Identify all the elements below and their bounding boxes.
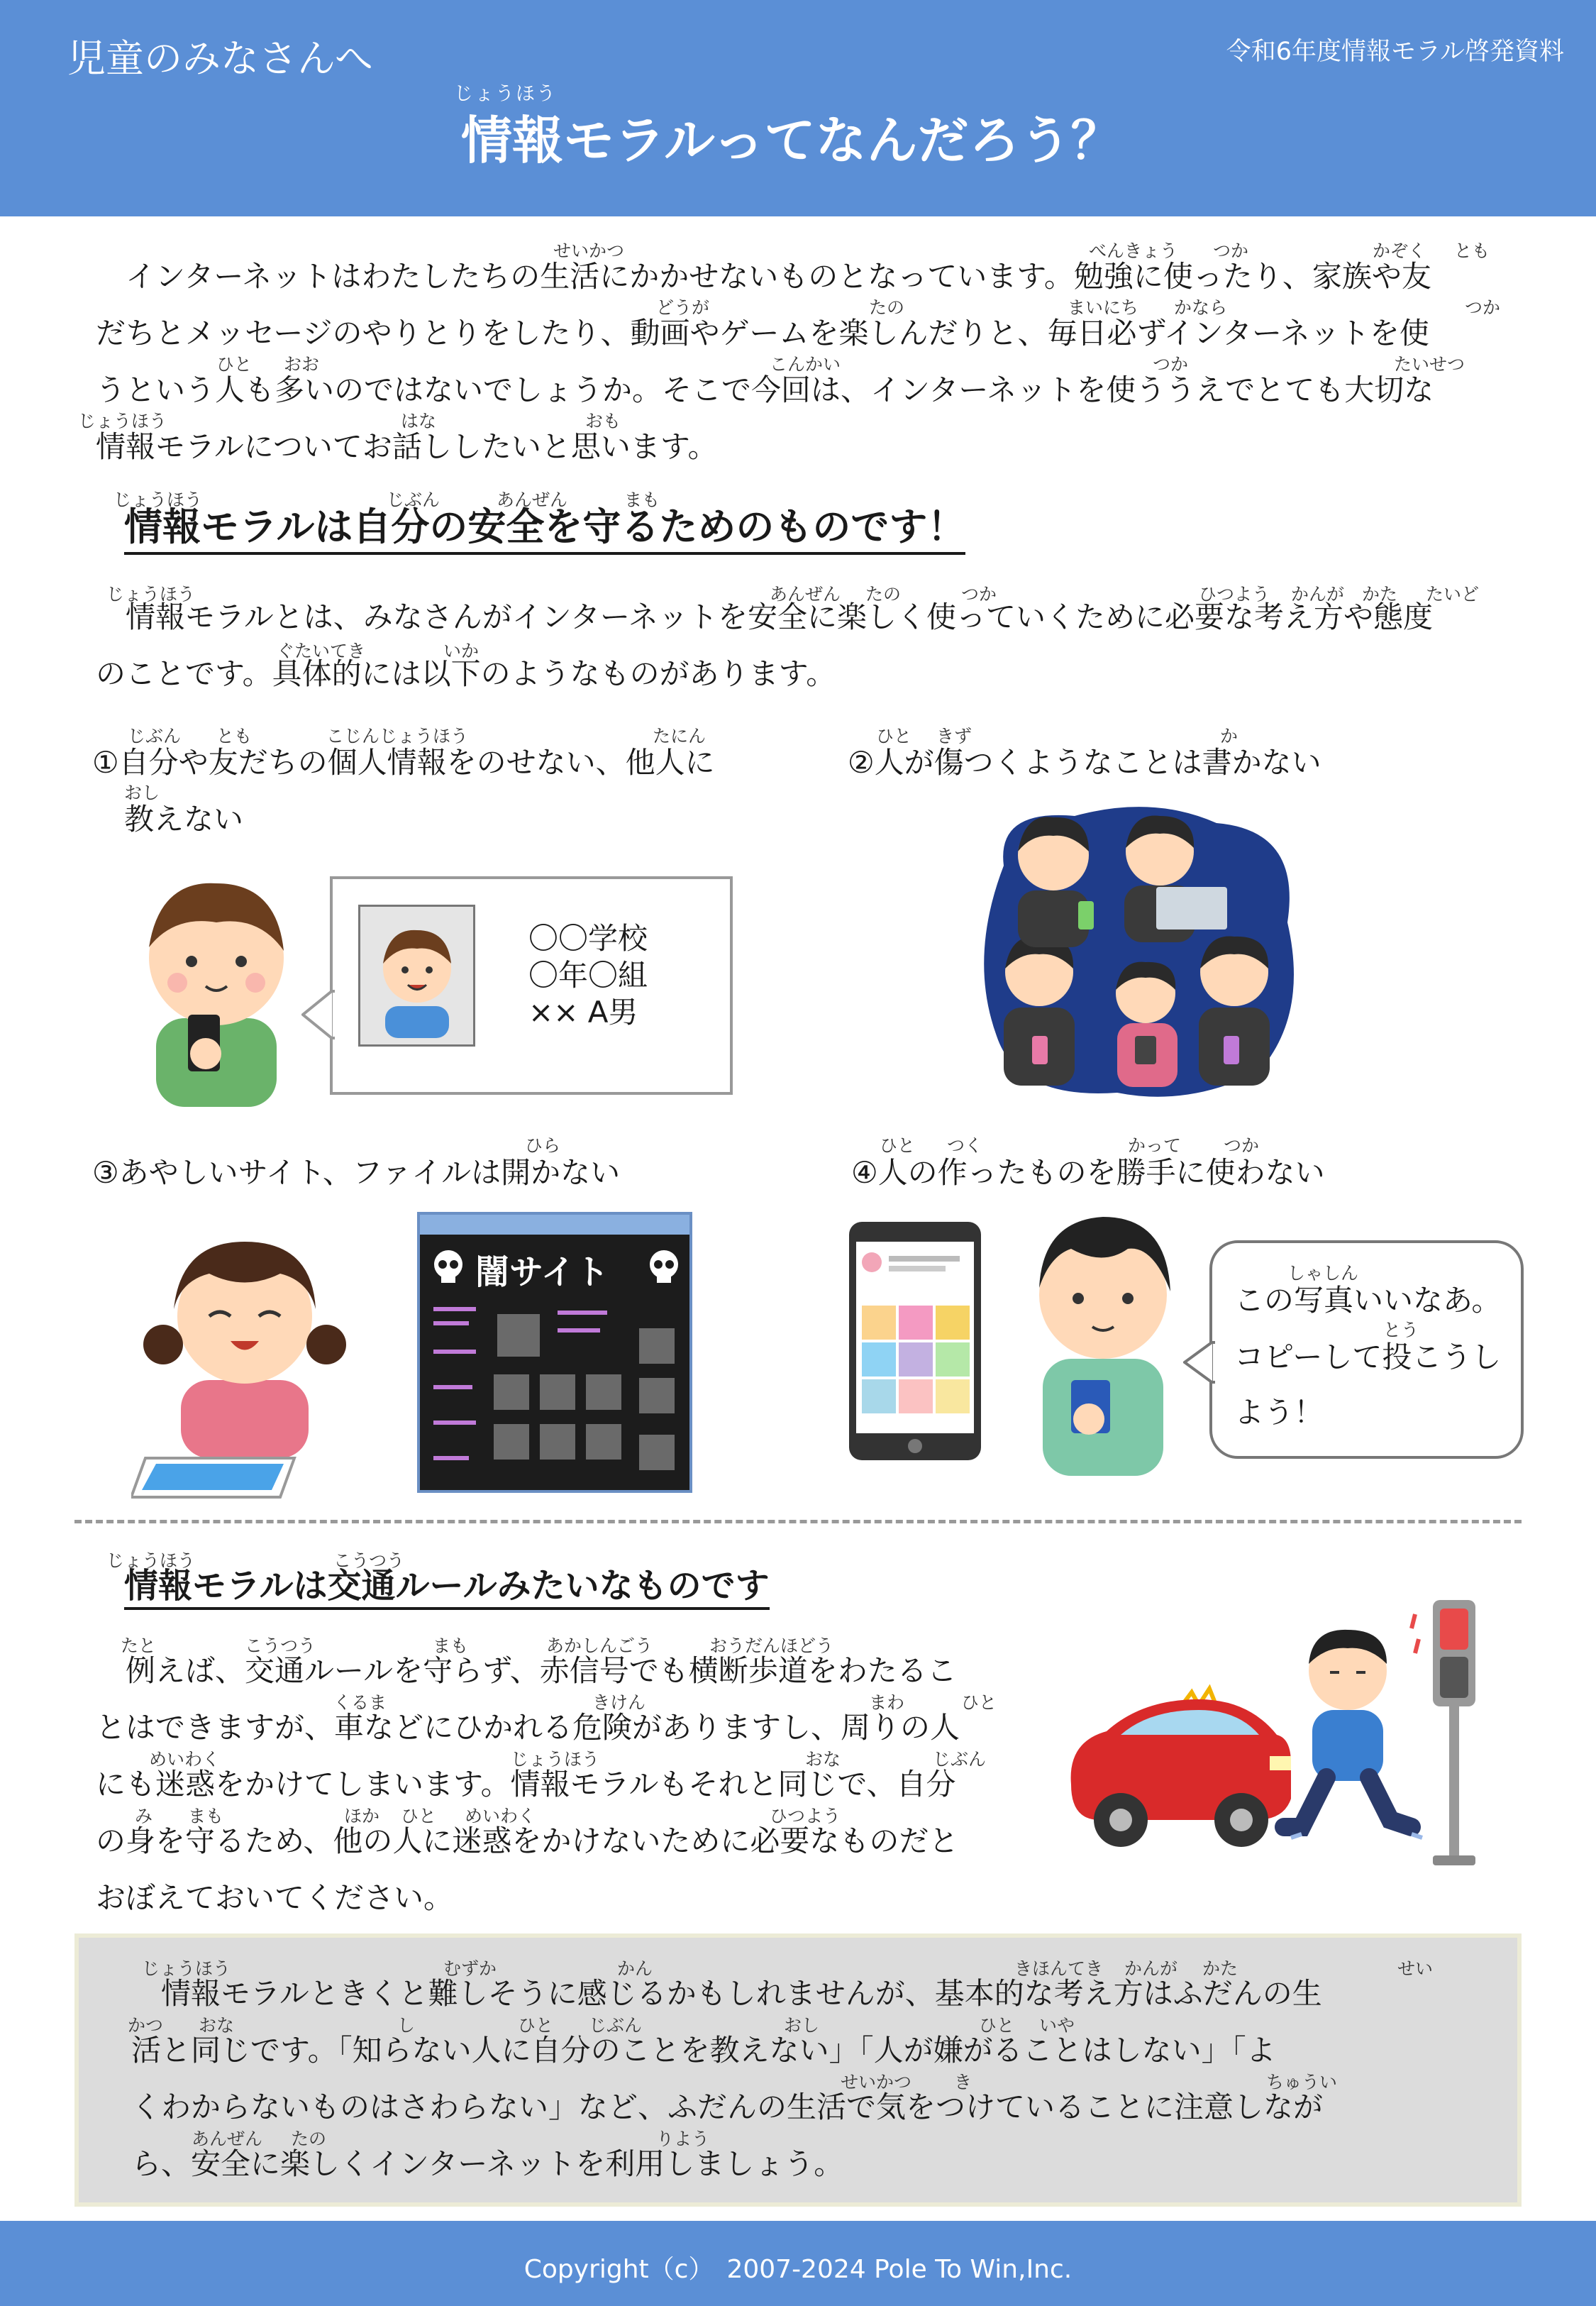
ruby-text: おも	[585, 411, 621, 431]
intro-line: 情報モラルについてお話ししたいと思います。	[96, 429, 718, 464]
ruby-text: こうつう	[333, 1550, 405, 1571]
boy-with-phone-illustration	[131, 873, 301, 1107]
audience-label: 児童のみなさんへ	[67, 36, 373, 81]
ruby-text: はな	[401, 411, 437, 431]
ruby-text: じぶん	[387, 490, 440, 510]
ruby-text: めいわく	[465, 1806, 536, 1826]
ruby-text: ひら	[525, 1135, 561, 1156]
ruby-text: じぶん	[933, 1749, 987, 1770]
ruby-text: べんきょう	[1089, 241, 1178, 261]
ruby-text: ちゅうい	[1266, 2072, 1338, 2092]
ruby-text: とも	[216, 726, 253, 746]
ruby-text: かなら	[1174, 297, 1228, 318]
ruby-text: おし	[124, 783, 160, 803]
ruby-text: いや	[1039, 2015, 1075, 2036]
photo-person-icon	[371, 917, 463, 1038]
skull-icon	[430, 1249, 467, 1286]
ruby-text: たと	[121, 1635, 157, 1656]
ruby-text: あんぜん	[497, 490, 568, 510]
ruby-text: じょうほう	[106, 1550, 196, 1571]
section-divider	[74, 1520, 1522, 1523]
ruby-text: こんかい	[770, 354, 841, 375]
ruby-text: かつ	[128, 2015, 164, 2036]
ruby-text: じぶん	[128, 726, 182, 746]
girl-with-tablet-illustration	[131, 1224, 358, 1501]
section-heading-traffic: 情報モラルは交通ルールみたいなものです	[124, 1565, 770, 1610]
ruby-text: たいせつ	[1394, 354, 1465, 375]
ruby-text: めいわく	[149, 1749, 221, 1770]
ruby-text: いか	[443, 641, 480, 661]
ruby-text: おな	[805, 1749, 841, 1770]
ruby-text: おな	[199, 2015, 235, 2036]
intro-line: インターネットはわたしたちの生活にかかせないものとなっています。勉強に使ったり、家族や友	[96, 259, 1431, 294]
boy-with-phone-illustration	[1021, 1206, 1185, 1476]
ruby-text: とも	[1454, 241, 1490, 261]
ruby-text: かぞく	[1373, 241, 1426, 261]
ruby-text: たの	[291, 2129, 327, 2149]
item-3-text: ③あやしいサイト、ファイルは開かない	[92, 1155, 621, 1190]
item-1-text-cont: 教えない	[124, 802, 244, 837]
page-title: 情報モラルってなんだろう？	[461, 111, 1122, 170]
ruby-text: りよう	[656, 2129, 710, 2149]
ruby-text: ひと	[518, 2015, 554, 2036]
ruby-text: ひと	[961, 1692, 997, 1713]
section2-line: 例えば、交通ルールを守らず、赤信号でも横断歩道をわたるこ	[96, 1653, 957, 1688]
ruby-text: おし	[784, 2015, 820, 2036]
ruby-text: じょうほう	[78, 411, 167, 431]
ruby-text: つか	[1465, 297, 1501, 318]
summary-line: 活と同じです。「知らない人に自分のことを教えない」「人が嫌がることはしない」「よ	[131, 2033, 1276, 2068]
section1-line: 情報モラルとは、みなさんがインターネットを安全に楽しく使っていくために必要な考え方や態度	[96, 600, 1433, 634]
ruby-text: まわ	[869, 1692, 905, 1713]
car-and-pedestrian-illustration	[1057, 1593, 1483, 1884]
profile-school: 〇〇学校	[528, 921, 648, 956]
dark-site-content	[430, 1300, 682, 1484]
ruby-text: せいかつ	[553, 241, 625, 261]
ruby-text: きけん	[592, 1692, 646, 1713]
summary-line: ら、安全に楽しくインターネットを利用しましょう。	[131, 2146, 844, 2181]
ruby-text: つか	[1213, 241, 1249, 261]
ruby-text: まも	[188, 1806, 224, 1826]
title-ruby: じょうほう	[454, 83, 557, 105]
ruby-text: つか	[1153, 354, 1189, 375]
ruby-text: たにん	[653, 726, 706, 746]
ruby-text: じょうほう	[113, 490, 203, 510]
ruby-text: ひと	[216, 354, 253, 375]
ruby-text: き	[954, 2072, 972, 2092]
ruby-text: こうつう	[245, 1635, 316, 1656]
ruby-text: おうだんほどう	[709, 1635, 834, 1656]
intro-line: うという人も多いのではないでしょうか。そこで今回は、インターネットを使ううえでとても大切な	[96, 373, 1434, 407]
ruby-text: ひつよう	[1199, 584, 1270, 605]
browser-bar	[420, 1215, 689, 1235]
ruby-text: ぐたいてき	[277, 641, 366, 661]
copyright-text: Copyright（c） 2007-2024 Pole To Win,Inc.	[523, 2255, 1073, 2284]
ruby-text: ほか	[344, 1806, 380, 1826]
ruby-text: きほんてき	[1014, 1958, 1104, 1979]
ruby-text: つく	[947, 1135, 983, 1156]
profile-photo	[358, 905, 475, 1047]
section1-line: のことです。具体的には以下のようなものがあります。	[96, 656, 836, 691]
angry-kids-illustration	[975, 802, 1309, 1100]
ruby-text: たいど	[1426, 584, 1480, 605]
ruby-text: あんぜん	[192, 2129, 263, 2149]
speech-pointer	[301, 990, 336, 1039]
document-label: 令和6年度情報モラル啓発資料	[1226, 38, 1564, 66]
ruby-text: み	[135, 1806, 153, 1826]
ruby-text: つか	[1224, 1135, 1260, 1156]
profile-name: ×× A男	[528, 995, 638, 1030]
ruby-text: むずか	[443, 1958, 497, 1979]
ruby-text: こじんじょうほう	[326, 726, 469, 746]
ruby-text: きず	[936, 726, 972, 746]
item-2-text: ②人が傷つくようなことは書かない	[848, 745, 1321, 780]
ruby-text: か	[1220, 726, 1238, 746]
ruby-text: くるま	[333, 1692, 387, 1713]
ruby-text: かんが	[1291, 584, 1345, 605]
summary-line: くわからないものはさわらない」など、ふだんの生活で気をつけていることに注意しなが	[131, 2090, 1324, 2124]
ruby-text: かん	[617, 1958, 653, 1979]
smartphone-illustration	[848, 1220, 982, 1462]
bubble-line-1: この写真いいなあ。	[1234, 1283, 1502, 1318]
ruby-text: まいにち	[1068, 297, 1139, 318]
ruby-text: どうが	[656, 297, 710, 318]
ruby-text: じょうほう	[142, 1958, 231, 1979]
ruby-text: あかしんごう	[546, 1635, 653, 1656]
ruby-text: せいかつ	[841, 2072, 912, 2092]
ruby-text: ひと	[401, 1806, 437, 1826]
dark-site-window	[417, 1212, 692, 1493]
ruby-text: とう	[1383, 1320, 1419, 1340]
section-heading-safety: 情報モラルは自分の安全を守るためのものです！	[124, 504, 965, 555]
profile-class: 〇年〇組	[528, 958, 648, 993]
intro-line: だちとメッセージのやりとりをしたり、動画やゲームを楽しんだりと、毎日必ずインターネットを使	[96, 316, 1429, 351]
ruby-text: たの	[869, 297, 905, 318]
intro-paragraph	[78, 234, 1514, 464]
ruby-text: じょうほう	[106, 584, 196, 605]
ruby-text: ひと	[979, 2015, 1015, 2036]
ruby-text: かんが	[1124, 1958, 1178, 1979]
dark-site-title: 闇サイト	[475, 1252, 609, 1292]
ruby-text: おお	[284, 354, 320, 375]
summary-line: 情報モラルときくと難しそうに感じるかもしれませんが、基本的な考え方はふだんの生	[131, 1976, 1322, 2011]
skull-icon	[645, 1249, 682, 1286]
ruby-text: かって	[1128, 1135, 1182, 1156]
section2-line: おぼえておいてください。	[96, 1880, 454, 1915]
bubble-line-2: コピーして投こうし	[1234, 1340, 1502, 1374]
ruby-text: ひと	[876, 726, 912, 746]
ruby-text: しゃしん	[1287, 1263, 1359, 1284]
ruby-text: あんぜん	[770, 584, 841, 605]
section2-line: の身を守るため、他の人に迷惑をかけないために必要なものだと	[96, 1824, 959, 1858]
section2-line: とはできますが、車などにひかれる危険がありますし、周りの人	[96, 1710, 960, 1745]
ruby-text: かた	[1362, 584, 1398, 605]
ruby-text: まも	[433, 1635, 469, 1656]
ruby-text: じょうほう	[511, 1749, 600, 1770]
ruby-text: じぶん	[589, 2015, 643, 2036]
item-4-text: ④人の作ったものを勝手に使わない	[851, 1155, 1325, 1190]
ruby-text: つか	[961, 584, 997, 605]
ruby-text: かた	[1202, 1958, 1238, 1979]
bubble-pointer	[1183, 1341, 1216, 1384]
item-1-text: ①自分や友だちの個人情報をのせない、他人に	[92, 745, 715, 780]
section2-line: にも迷惑をかけてしまいます。情報モラルもそれと同じで、自分	[96, 1767, 956, 1802]
ruby-text: ひと	[880, 1135, 916, 1156]
bubble-line-3: よう！	[1234, 1395, 1324, 1430]
ruby-text: まも	[624, 490, 660, 510]
ruby-text: し	[397, 2015, 416, 2036]
ruby-text: せい	[1397, 1958, 1434, 1979]
ruby-text: ひつよう	[770, 1806, 841, 1826]
ruby-text: たの	[865, 584, 902, 605]
